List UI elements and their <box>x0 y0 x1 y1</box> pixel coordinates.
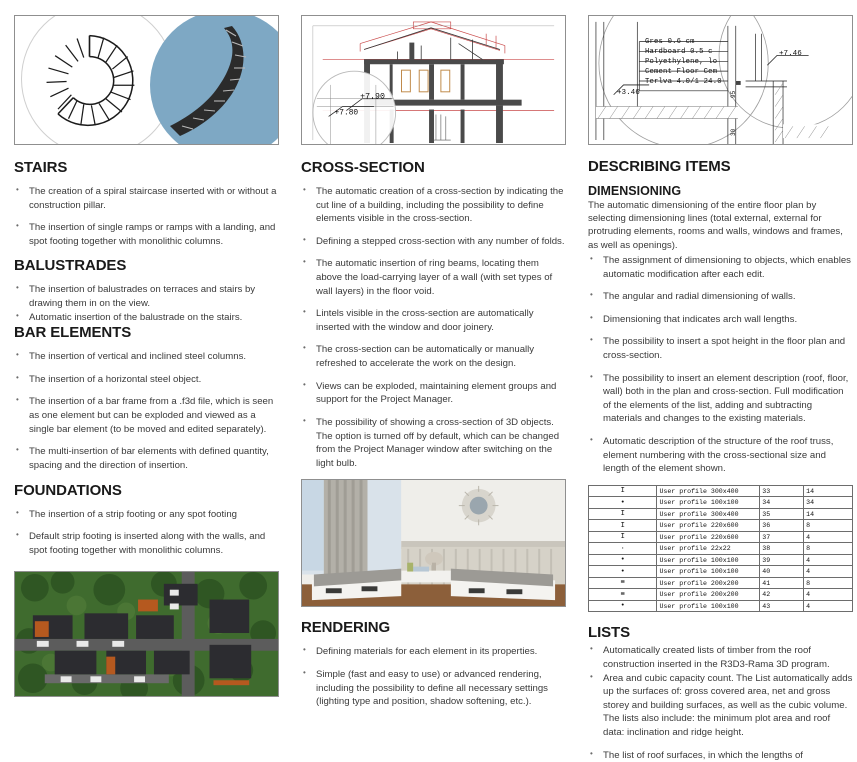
stairs-bullet-list <box>14 185 279 248</box>
spiral-staircase-drawing <box>14 15 279 145</box>
cell-element-quantity: 4 <box>804 554 853 566</box>
section-lists <box>588 624 853 762</box>
cell-element-quantity: 4 <box>804 531 853 543</box>
section-heading-foundations: FOUNDATIONS <box>14 481 122 499</box>
rendering-bullet-list <box>301 645 566 708</box>
cell-profile-symbol: • <box>589 566 657 578</box>
column-middle <box>301 15 566 708</box>
cell-element-quantity: 8 <box>804 520 853 532</box>
cell-element-quantity: 4 <box>804 600 853 612</box>
list-item: • Views can be exploded, maintaining element groups and support for the Project Manager. <box>301 380 566 407</box>
cell-profile-symbol: • <box>589 497 657 509</box>
cell-profile-name: User profile 100x100 <box>657 554 760 566</box>
element-list-body <box>589 485 853 612</box>
list-item: • The list of roof surfaces, in which the lengths of <box>588 749 853 762</box>
list-item: • The possibility of showing a cross-section of 3D objects. The option is turned off by default, which can be changed from the Project Manager window after switching on the light bulb. <box>301 416 566 470</box>
table-row <box>589 577 853 589</box>
cell-element-number: 38 <box>760 543 804 555</box>
cell-profile-symbol: I <box>589 508 657 520</box>
list-item: • The insertion of a horizontal steel object. <box>14 373 279 387</box>
svg-text:+7.90: +7.90 <box>360 92 385 102</box>
section-heading-balustrades: BALUSTRADES <box>14 257 127 275</box>
cell-element-quantity: 8 <box>804 577 853 589</box>
lists-bullet-list <box>588 644 853 739</box>
column-left <box>14 15 279 699</box>
list-item: • Automatic description of the structure of the roof truss, element numbering with the cross-sectional size and length of the element shown. <box>588 435 853 476</box>
table-row <box>589 543 853 555</box>
list-item: • The possibility to insert an element description (roof, floor, wall) both in the plan and cross-section. Full modification of the elements of the list, adding and subtracting materials and changes to the existing materials. <box>588 372 853 426</box>
cell-element-number: 33 <box>760 485 804 497</box>
cell-profile-symbol: • <box>589 600 657 612</box>
list-item: • The automatic creation of a cross-section by indicating the cut line of a building, including the possibility to define elements visible in the cross-section. <box>301 185 566 226</box>
list-item: • The cross-section can be automatically or manually refreshed to accelerate the work on the design. <box>301 343 566 370</box>
material-line-3: Cement Floor Cem <box>645 68 718 76</box>
cell-profile-symbol: I <box>589 520 657 532</box>
spot-height-lower: +3.46 <box>617 89 640 97</box>
subsection-heading-dimensioning: DIMENSIONING <box>588 184 682 198</box>
table-row <box>589 485 853 497</box>
section-rendering <box>301 619 566 708</box>
foundations-bullet-list <box>14 508 279 558</box>
table-row <box>589 589 853 601</box>
element-list-table <box>588 485 853 613</box>
list-item: • The insertion of a strip footing or any spot footing <box>14 508 279 522</box>
section-heading-lists: LISTS <box>588 624 631 642</box>
section-heading-describing-items: DESCRIBING ITEMS <box>588 158 731 175</box>
list-item: • The insertion of single ramps or ramps with a landing, and spot footing together with monolithic columns. <box>14 221 279 248</box>
section-heading-bar-elements: BAR ELEMENTS <box>14 324 132 342</box>
material-line-1: Hardboard 0.5 c <box>645 48 713 56</box>
list-item: • The possibility to insert a spot height in the floor plan and cross-section. <box>588 335 853 362</box>
cell-element-number: 37 <box>760 531 804 543</box>
cell-profile-name: User profile 200x200 <box>657 589 760 601</box>
section-heading-stairs: STAIRS <box>14 159 68 176</box>
list-item: • Default strip footing is inserted along with the walls, and spot footing together with monolithic columns. <box>14 530 279 557</box>
section-stairs <box>14 159 279 248</box>
table-row <box>589 497 853 509</box>
list-item: • The creation of a spiral staircase inserted with or without a construction pillar. <box>14 185 279 212</box>
cell-element-quantity: 34 <box>804 497 853 509</box>
aerial-photo-graphic <box>15 572 278 696</box>
dimensioning-lead-text: The automatic dimensioning of the entire floor plan by selecting dimensioning lines (total external, external for protruding elements, rooms and walls, windows and frames, as well as openings). <box>588 200 843 251</box>
spot-height-upper: +7.46 <box>779 50 802 58</box>
section-cross-section <box>301 159 566 470</box>
table-row <box>589 531 853 543</box>
section-balustrades <box>14 257 279 324</box>
cell-element-quantity: 14 <box>804 485 853 497</box>
list-item: • Defining materials for each element in its properties. <box>301 645 566 659</box>
svg-text:+7.80: +7.80 <box>334 108 359 118</box>
list-item: • The automatic insertion of ring beams, locating them above the load-carrying layer of a wall (with set types of wall layers) in the floor void. <box>301 257 566 298</box>
cell-element-number: 35 <box>760 508 804 520</box>
aerial-housing-estate-photo <box>14 571 279 697</box>
list-item: • Dimensioning that indicates arch wall lengths. <box>588 313 853 327</box>
section-bar-elements <box>14 324 279 472</box>
dimension-label-30: 30 <box>730 128 737 136</box>
list-item: • Simple (fast and easy to use) or advanced rendering, including the possibility to define all necessary settings (lighting type and position, shadow softening, etc.). <box>301 668 566 709</box>
list-item: • The assignment of dimensioning to objects, which enables automatic modification after each edit. <box>588 254 853 281</box>
lists-bullet-list-continued <box>588 749 853 762</box>
cell-element-number: 43 <box>760 600 804 612</box>
bar-elements-bullet-list <box>14 350 279 472</box>
cell-profile-symbol: ≡ <box>589 589 657 601</box>
material-line-0: Gres 0.6 cm <box>645 38 695 46</box>
section-dimensioning <box>588 184 853 476</box>
cell-element-number: 36 <box>760 520 804 532</box>
list-item: • Automatic insertion of the balustrade on the stairs. <box>14 311 279 325</box>
spiral-staircase-plan-icon <box>37 28 142 133</box>
material-line-2: Polyethylene, lo <box>645 58 718 66</box>
list-item: • The insertion of balustrades on terraces and stairs by drawing them in on the view. <box>14 283 279 310</box>
cell-element-number: 34 <box>760 497 804 509</box>
table-row <box>589 520 853 532</box>
table-row <box>589 508 853 520</box>
cell-profile-name: User profile 220x600 <box>657 531 760 543</box>
spiral-staircase-3d-icon <box>154 22 264 140</box>
cell-profile-symbol: ≡ <box>589 577 657 589</box>
cell-profile-symbol: I <box>589 531 657 543</box>
cell-profile-name: User profile 220x600 <box>657 520 760 532</box>
cell-profile-symbol: • <box>589 554 657 566</box>
section-foundations <box>14 482 279 558</box>
cell-element-quantity: 8 <box>804 543 853 555</box>
list-item: • The insertion of a bar frame from a .f3d file, which is seen as one element but can be exploded and viewed as a single bar element (to be moved and edited separately). <box>14 395 279 436</box>
cross-section-graphic <box>302 16 565 144</box>
dimensioning-bullet-list <box>588 254 853 476</box>
list-item: • The multi-insertion of bar elements with defined quantity, spacing and the direction of insertion. <box>14 445 279 472</box>
list-item: • Area and cubic capacity count. The List automatically adds up the surfaces of: gross covered area, net and gross storey and building surfaces, as well as the cubic volume. The lists also include: the minimum plot area and roof data: inclination and ridge height. <box>588 672 853 740</box>
section-heading-rendering: RENDERING <box>301 619 391 637</box>
material-line-4: Terlva 4.0/1 24.0 <box>645 78 722 86</box>
dimension-label-95: 95 <box>730 90 737 98</box>
cell-profile-name: User profile 200x200 <box>657 577 760 589</box>
cell-element-quantity: 4 <box>804 589 853 601</box>
cell-profile-name: User profile 22x22 <box>657 543 760 555</box>
list-item: • Automatically created lists of timber from the roof construction inserted in the R3D3-Rama 3D program. <box>588 644 853 671</box>
cell-profile-name: User profile 100x100 <box>657 566 760 578</box>
interior-rendering-graphic <box>302 480 565 606</box>
cell-element-number: 41 <box>760 577 804 589</box>
cell-element-number: 40 <box>760 566 804 578</box>
list-item: • Lintels visible in the cross-section are automatically inserted with the window and door joinery. <box>301 307 566 334</box>
balustrades-bullet-list <box>14 283 279 324</box>
cell-element-quantity: 14 <box>804 508 853 520</box>
cell-element-number: 39 <box>760 554 804 566</box>
cell-profile-name: User profile 100x100 <box>657 600 760 612</box>
cell-element-quantity: 4 <box>804 566 853 578</box>
section-heading-cross-section: CROSS-SECTION <box>301 159 425 176</box>
cell-profile-name: User profile 300x400 <box>657 485 760 497</box>
list-item: • Defining a stepped cross-section with any number of folds. <box>301 235 566 249</box>
wall-layer-description-drawing <box>588 15 853 145</box>
building-cross-section-drawing <box>301 15 566 145</box>
column-right <box>588 15 853 761</box>
list-item: • The insertion of vertical and inclined steel columns. <box>14 350 279 364</box>
table-row <box>589 554 853 566</box>
table-row <box>589 600 853 612</box>
cell-profile-name: User profile 300x400 <box>657 508 760 520</box>
interior-rendering-photo <box>301 479 566 607</box>
cell-profile-name: User profile 100x100 <box>657 497 760 509</box>
cross-section-bullet-list <box>301 185 566 470</box>
cell-profile-symbol: I <box>589 485 657 497</box>
cell-element-number: 42 <box>760 589 804 601</box>
cell-profile-symbol: · <box>589 543 657 555</box>
list-item: • The angular and radial dimensioning of walls. <box>588 290 853 304</box>
table-row <box>589 566 853 578</box>
